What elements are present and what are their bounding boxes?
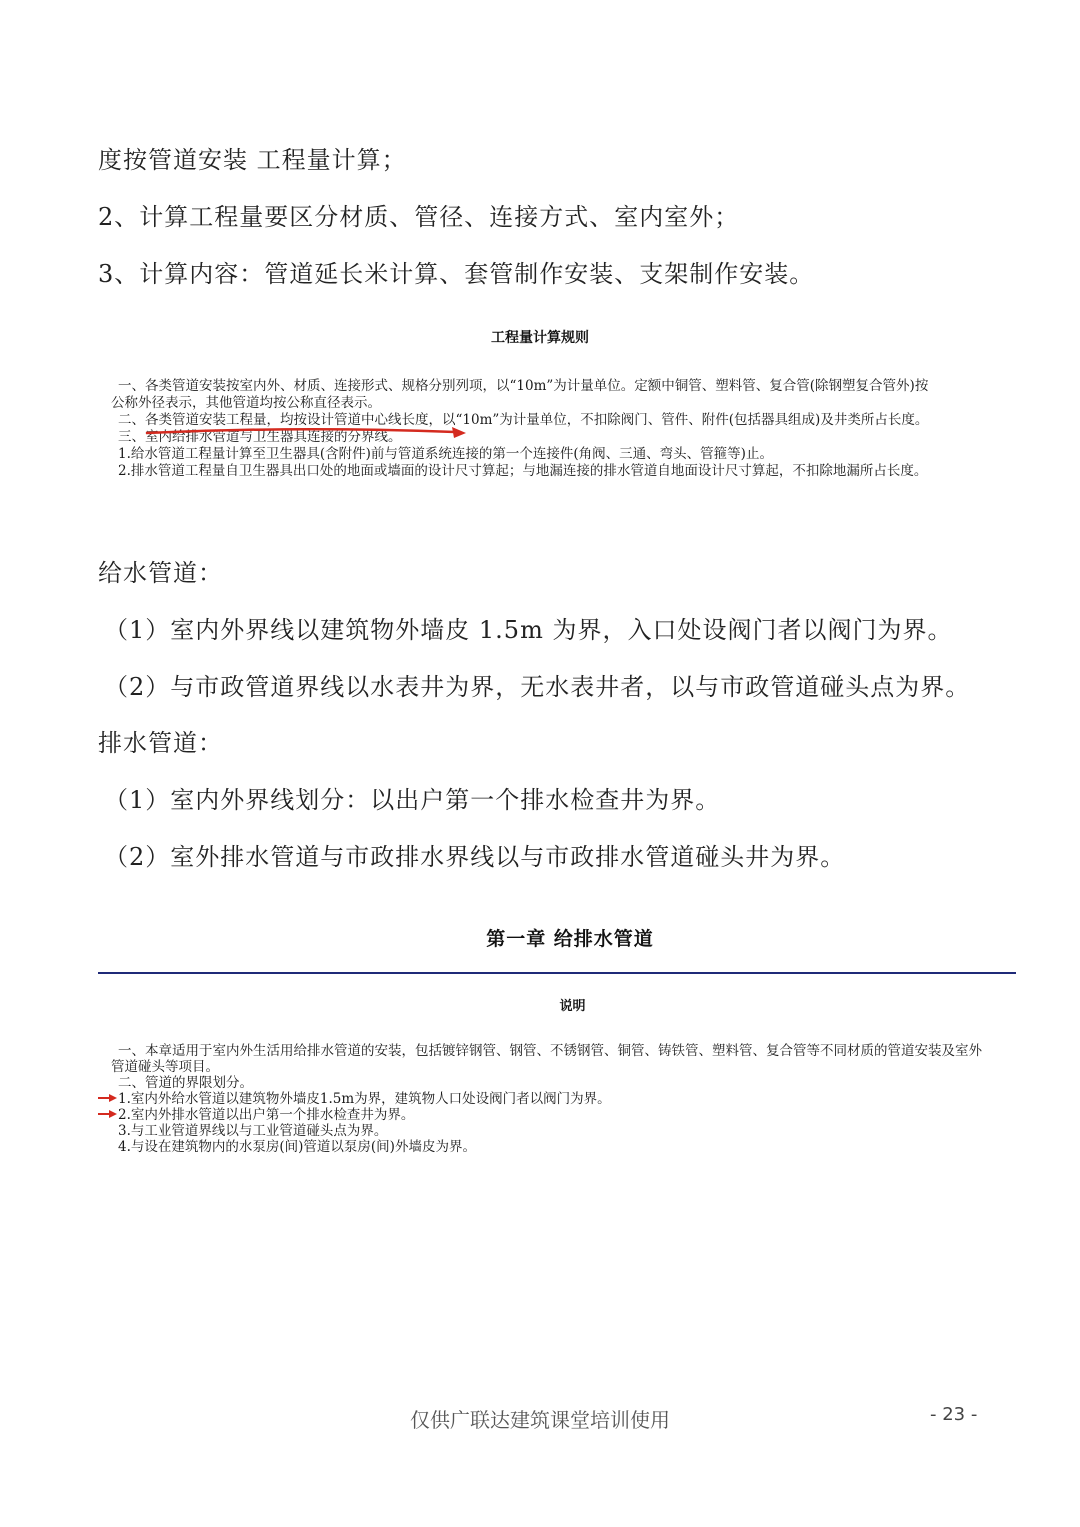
water-supply-item-1: （1）室内外界线以建筑物外墙皮 1.5m 为界，入口处设阀门者以阀门为界。 bbox=[104, 616, 953, 644]
rules-line-6: 2.排水管道工程量自卫生器具出口处的地面或墙面的设计尺寸算起；与地漏连接的排水管道自地面设计尺寸算起，不扣除地漏所占长度。 bbox=[118, 463, 928, 479]
rules-line-4: 三、室内给排水管道与卫生器具连接的分界线。 bbox=[118, 429, 402, 445]
red-arrow-icon bbox=[98, 1110, 117, 1118]
drainage-item-1: （1）室内外界线划分：以出户第一个排水检查井为界。 bbox=[104, 786, 721, 814]
chapter-line-2: 管道碰头等项目。 bbox=[111, 1059, 219, 1075]
intro-line-3: 3、计算内容：管道延长米计算、套管制作安装、支架制作安装。 bbox=[98, 260, 815, 288]
rules-excerpt-title: 工程量计算规则 bbox=[491, 330, 589, 346]
page-number: - 23 - bbox=[930, 1404, 978, 1425]
rules-line-5: 1.给水管道工程量计算至卫生器具(含附件)前与管道系统连接的第一个连接件(角阀、三通、弯头、管箍等)止。 bbox=[118, 446, 773, 462]
intro-line-1: 度按管道安装 工程量计算； bbox=[98, 146, 407, 174]
red-arrow-icon bbox=[98, 1094, 117, 1102]
chapter-line-1: 一、本章适用于室内外生活用给排水管道的安装，包括镀锌钢管、钢管、不锈钢管、铜管、铸铁管、塑料管、复合管等不同材质的管道安装及室外 bbox=[118, 1043, 982, 1059]
chapter-line-6: 3.与工业管道界线以与工业管道碰头点为界。 bbox=[118, 1123, 388, 1139]
chapter-title: 第一章 给排水管道 bbox=[486, 928, 654, 950]
chapter-line-3: 二、管道的界限划分。 bbox=[118, 1075, 253, 1091]
rules-line-2: 公称外径表示，其他管道均按公称直径表示。 bbox=[111, 395, 381, 411]
water-supply-item-2: （2）与市政管道界线以水表井为界，无水表井者，以与市政管道碰头点为界。 bbox=[104, 673, 971, 701]
rules-line-3: 二、各类管道安装工程量，均按设计管道中心线长度，以“10m”为计量单位，不扣除阀门、管件、附件(包括器具组成)及井类所占长度。 bbox=[118, 412, 929, 428]
red-underline-arrowhead bbox=[452, 427, 466, 438]
section-title: 说明 bbox=[559, 999, 586, 1014]
chapter-line-7: 4.与设在建筑物内的水泵房(间)管道以泵房(间)外墙皮为界。 bbox=[118, 1139, 476, 1155]
footer-watermark-text: 仅供广联达建筑课堂培训使用 bbox=[410, 1408, 670, 1432]
drainage-heading: 排水管道： bbox=[98, 729, 223, 757]
chapter-line-4: 1.室内外给水管道以建筑物外墙皮1.5m为界，建筑物人口处设阀门者以阀门为界。 bbox=[118, 1091, 611, 1107]
water-supply-heading: 给水管道： bbox=[98, 559, 223, 587]
red-underline-arrow bbox=[146, 429, 455, 433]
chapter-line-5: 2.室内外排水管道以出户第一个排水检查井为界。 bbox=[118, 1107, 415, 1123]
rules-line-1: 一、各类管道安装按室内外、材质、连接形式、规格分别列项，以“10m”为计量单位。定额中铜管、塑料管、复合管(除钢塑复合管外)按 bbox=[118, 378, 929, 394]
intro-line-2: 2、计算工程量要区分材质、管径、连接方式、室内室外； bbox=[98, 203, 740, 231]
drainage-item-2: （2）室外排水管道与市政排水界线以与市政排水管道碰头井为界。 bbox=[104, 843, 846, 871]
